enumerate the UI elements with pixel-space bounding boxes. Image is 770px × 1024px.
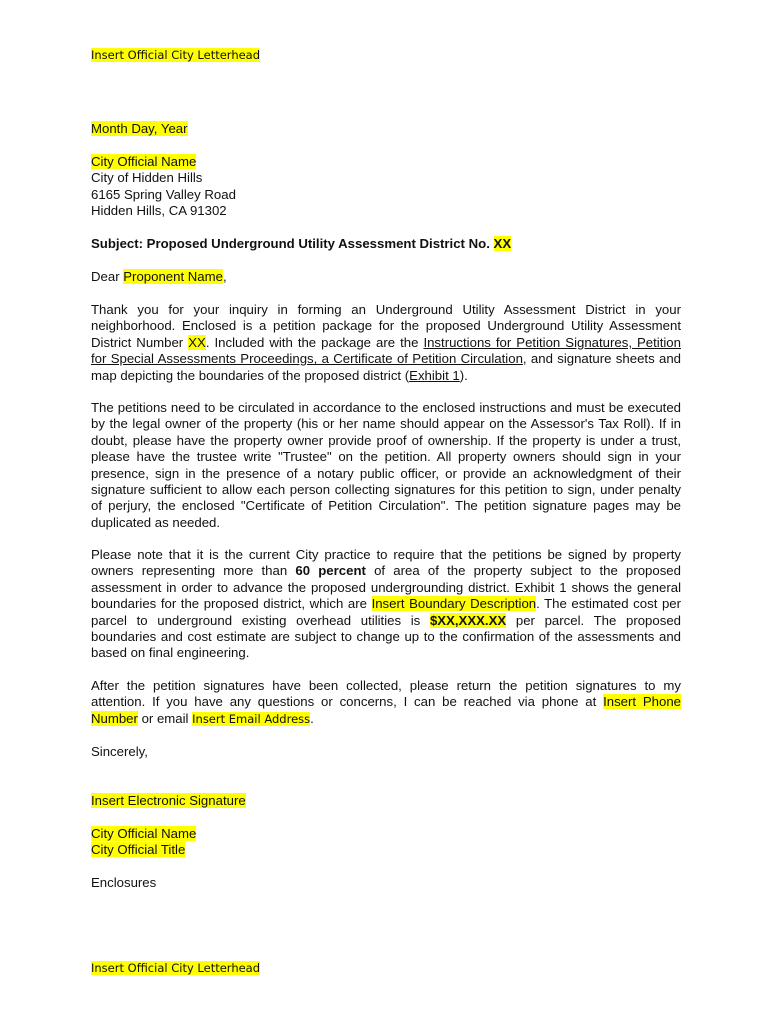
exhibit-1-link[interactable]: Exhibit 1	[409, 367, 460, 383]
percent-threshold: 60 percent	[295, 563, 366, 579]
paragraph-requirements: Please note that it is the current City practice to require that the petitions be signed by property owners representing more than 60 percent of area of the property subject to the proposed assessment in order to advance the proposed undergrounding district. Exhibit 1 shows the general boundaries for the proposed district, which are Insert Boundary Description. The estimated cost per parcel to underground existing overhead utilities is $XX,XXX.XX per parcel. The proposed boundaries and cost estimate are subject to change up to the confirmation of the assessments and based on final engineering.	[91, 547, 682, 661]
enclosures: Enclosures	[91, 875, 157, 890]
phone-number: Insert Phone Number	[91, 694, 682, 726]
letterhead-bottom: Insert Official City Letterhead	[91, 961, 261, 975]
petition-documents-link[interactable]: Instructions for Petition Signatures, Petition for Special Assessments Proceedings, a Certificate of Petition Circulation	[91, 334, 681, 367]
subject-district-number: XX	[493, 236, 512, 251]
subject-line: Subject: Proposed Underground Utility Assessment District No. XX	[91, 236, 512, 251]
letterhead-top: Insert Official City Letterhead	[91, 48, 261, 62]
paragraph-petitions: The petitions need to be circulated in accordance to the enclosed instructions and must be executed by the legal owner of the property (his or her name should appear on the Assessor's Tax Roll). If in doubt, please have the property owner provide proof of ownership. If the property is under a trust, please have the trustee write "Trustee" on the petition. All property owners should sign in your presence, sign in the presence of a notary public officer, or provide an acknowledgment of their signature sufficient to allow each person collecting signatures for this petition to sign, under penalty of perjury, the enclosed "Certificate of Petition Circulation". The petition signature pages may be duplicated as needed.	[91, 400, 681, 530]
signature: Insert Electronic Signature	[91, 793, 246, 808]
email-address: Insert Email Address	[192, 711, 311, 726]
signer-block	[91, 826, 681, 859]
paragraph-inquiry: Thank you for your inquiry in forming an Underground Utility Assessment District in your neighborhood. Enclosed is a petition package for the proposed Underground Utility Assessment District Number XX. Included with the package are the Instructions for Petition Signatures, Petition for Special Assessments Proceedings, a Certificate of Petition Circulation, and signature sheets and map depicting the boundaries of the proposed district (Exhibit 1).	[91, 302, 681, 383]
closing: Sincerely,	[91, 744, 148, 759]
recipient-org: City of Hidden Hills	[91, 170, 203, 186]
date-line: Month Day, Year	[91, 121, 188, 136]
parcel-cost: $XX,XXX.XX	[429, 612, 507, 628]
signer-title: City Official Title	[91, 842, 186, 858]
recipient-street: 6165 Spring Valley Road	[91, 186, 236, 202]
recipient-address	[91, 154, 681, 220]
recipient-city: Hidden Hills, CA 91302	[91, 203, 227, 219]
greeting-name: Proponent Name	[123, 269, 223, 284]
greeting: Dear Proponent Name,	[91, 269, 227, 284]
district-number: XX	[188, 334, 206, 350]
signer-name: City Official Name	[91, 826, 197, 841]
boundary-description: Insert Boundary Description	[371, 596, 537, 612]
recipient-name: City Official Name	[91, 154, 197, 169]
paragraph-contact: After the petition signatures have been collected, please return the petition signatures to my attention. If you have any questions or concerns, I can be reached via phone at Insert Phone Number or email Insert Email Address.	[91, 678, 682, 726]
